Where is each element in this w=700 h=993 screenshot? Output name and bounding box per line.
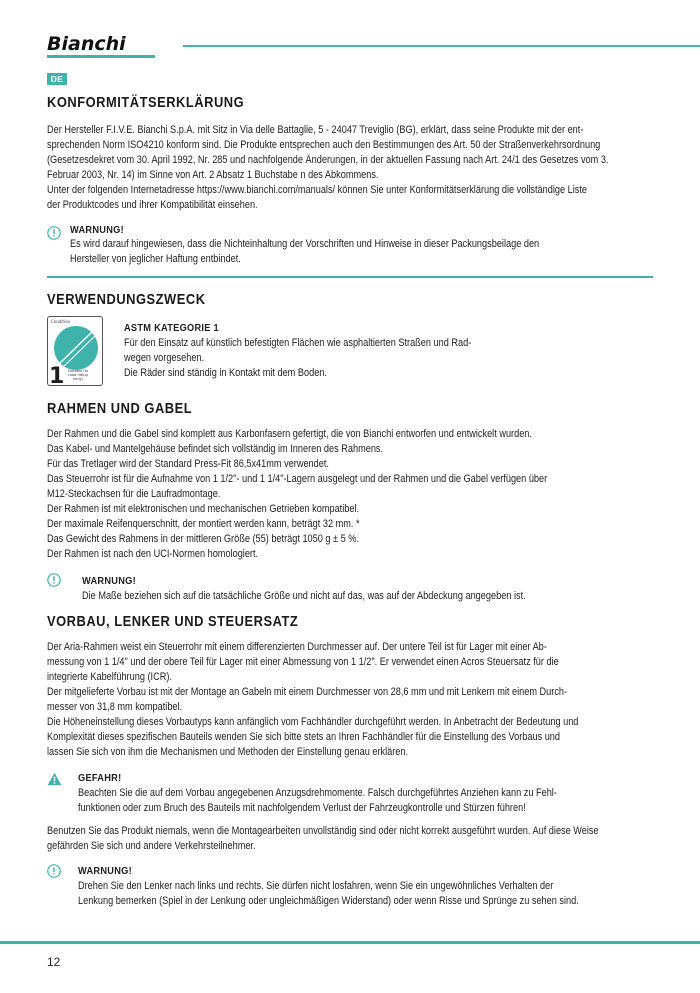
footer-rule [0,941,700,944]
language-badge: DE [47,73,67,85]
text-line: Das Kabel- und Mantelgehäuse befindet sich vollständig im Inneren des Rahmens. [47,443,384,455]
stem-text [47,640,653,760]
text-line: Lenkung bemerken (Spiel in der Lenkung oder ungleichmäßigen Widerstand) oder wenn Risse und Sprünge zu sehen sind. [78,895,579,907]
text-line: gefährden Sie sich und andere Verkehrsteilnehmer. [47,840,256,852]
logo-underline [47,55,155,58]
text-line: Der maximale Reifenquerschnitt, der montiert werden kann, beträgt 32 mm. * [47,518,360,530]
text-line: Für den Einsatz auf künstlich befestigten Flächen wie asphaltierten Straßen und Rad- [124,337,472,349]
text-line: Hersteller von jeglicher Haftung entbindet. [70,253,241,265]
text-line: messer von 31,8 mm kompatibel. [47,701,183,713]
text-line: messung von 1 1/4" und der obere Teil für Lager mit einer Abmessung von 1 1/2". Er verwendet einen Acros Steuersatz für die [47,656,559,668]
text-line: sprechenden Norm ISO4210 konform sind. Die Produkte entsprechen auch den Bestimmungen des Art. 50 der Straßenverkehrsordnung [47,139,601,151]
danger-triangle-icon [47,772,62,786]
text-line: Beachten Sie die auf dem Vorbau angegebenen Anzugsdrehmomente. Falsch durchgeführtes Anziehen kann zu Fehl- [78,787,557,799]
intended-use-text [124,336,564,381]
astm-category-badge [47,316,103,386]
text-line: lassen Sie sich von ihm die Mechanismen und Methoden der Einstellung genau erklären. [47,746,409,758]
heading-frame: RAHMEN UND GABEL [47,400,193,417]
brand-name: Bianchi [47,33,126,55]
header-rule [183,45,700,47]
text-line: Es wird darauf hingewiesen, dass die Nichteinhaltung der Vorschriften und Hinweise in dieser Packungsbeilage den [70,238,540,250]
bianchi-logo [47,33,155,55]
page-number: 12 [47,955,61,969]
badge-top-label: Condition [51,319,71,324]
danger-title: GEFAHR! [78,772,122,784]
text-line: Unter der folgenden Internetadresse https://www.bianchi.com/manuals/ können Sie unter Konformitätserklärung die vollständige Liste [47,184,588,196]
text-line: Die Maße beziehen sich auf die tatsächliche Größe und nicht auf das, was auf der Abdeckung angegeben ist. [82,590,526,602]
text-line: Der mitgelieferte Vorbau ist mit der Montage an Gabeln mit einem Durchmesser von 28,6 mm und mit Lenkern mit einem Durch- [47,686,568,698]
badge-caption: road riding [68,373,88,377]
warning-circle-icon [47,573,61,587]
warning-circle-icon [47,864,61,878]
heading-conformity: KONFORMITÄTSERKLÄRUNG [47,94,245,111]
text-line: M12-Steckachsen für die Laufradmontage. [47,488,221,500]
text-line: funktionen oder zum Bruch des Bauteils mit nachfolgendem Verlust der Fahrzeugkontrolle und Stürzen führen! [78,802,526,814]
heading-intended-use: VERWENDUNGSZWECK [47,291,206,308]
conformity-text [47,123,653,213]
text-line: Der Aria-Rahmen weist ein Steuerrohr mit einem differenzierten Durchmesser auf. Der untere Teil ist für Lager mit einer Ab- [47,641,547,653]
warning-title: WARNUNG! [78,865,132,877]
warning-title: WARNUNG! [70,224,124,236]
heading-stem: VORBAU, LENKER UND STEUERSATZ [47,613,299,630]
text-line: integrierte Kabelführung (ICR). [47,671,172,683]
warning-text [78,879,653,909]
text-line: Das Steuerrohr ist für die Aufnahme von 1 1/2"- und 1 1/4"-Lagern ausgelegt und der Rahmen und die Gabel verfügen über [47,473,548,485]
text-line: Der Hersteller F.I.V.E. Bianchi S.p.A. mit Sitz in Via delle Battaglie, 5 - 24047 Treviglio (BG), erklärt, dass seine Produkte mit der ent- [47,124,584,136]
text-line: Der Rahmen und die Gabel sind komplett aus Karbonfasern gefertigt, die von Bianchi entworfen und entwickelt wurden. [47,428,532,440]
text-line: Komplexität dieses spezifischen Bauteils wenden Sie sich bitte stets an Ihren Fachhändler für die Einstellung des Vorbaus und [47,731,561,743]
badge-number: 1 [49,364,65,386]
warning-title: WARNUNG! [82,575,136,587]
text-line: Drehen Sie den Lenker nach links und rechts. Sie dürfen nicht losfahren, wenn Sie ein ungewöhnliches Verhalten der [78,880,554,892]
text-line: Februar 2003, Nr. 14) im Sinne von Art. 2 Absatz 1 Buchstabe n des Abkommens. [47,169,379,181]
text-line: Der Rahmen ist mit elektronischen und mechanischen Getrieben kompatibel. [47,503,360,515]
text-line: der Produktcodes und ihrer Kompatibilität einsehen. [47,199,258,211]
text-line: Der Rahmen ist nach den UCI-Normen homologiert. [47,548,259,560]
warning-text [70,237,653,267]
text-line: Benutzen Sie das Produkt niemals, wenn die Montagearbeiten unvollständig sind oder nicht korrekt ausgeführt wurden. Auf diese Weise [47,825,599,837]
badge-caption: (only) [72,377,84,381]
astm-title: ASTM KATEGORIE 1 [124,322,219,334]
warning-circle-icon [47,226,61,240]
text-line: wegen vorgesehen. [124,352,205,364]
text-line: Das Gewicht des Rahmens in der mittleren Größe (55) beträgt 1050 g ± 5 %. [47,533,359,545]
frame-text [47,427,653,562]
badge-caption: Suitable for [67,369,89,373]
warning-text [82,589,653,604]
text-line: Die Höheneinstellung dieses Vorbautyps kann anfänglich vom Fachhändler durchgeführt werden. In Anbetracht der Bedeutung und [47,716,579,728]
text-line: Für das Tretlager wird der Standard Press-Fit 86,5x41mm verwendet. [47,458,329,470]
section-divider [47,276,653,278]
danger-text [78,786,653,816]
text-line: (Gesetzesdekret vom 30. April 1992, Nr. 285 und nachfolgende Änderungen, in der aktuellen Fassung nach Art. 24/1 des Gesetzes vom 3. [47,154,609,166]
text-line: Die Räder sind ständig in Kontakt mit dem Boden. [124,367,327,379]
safety-note-text [47,824,653,854]
